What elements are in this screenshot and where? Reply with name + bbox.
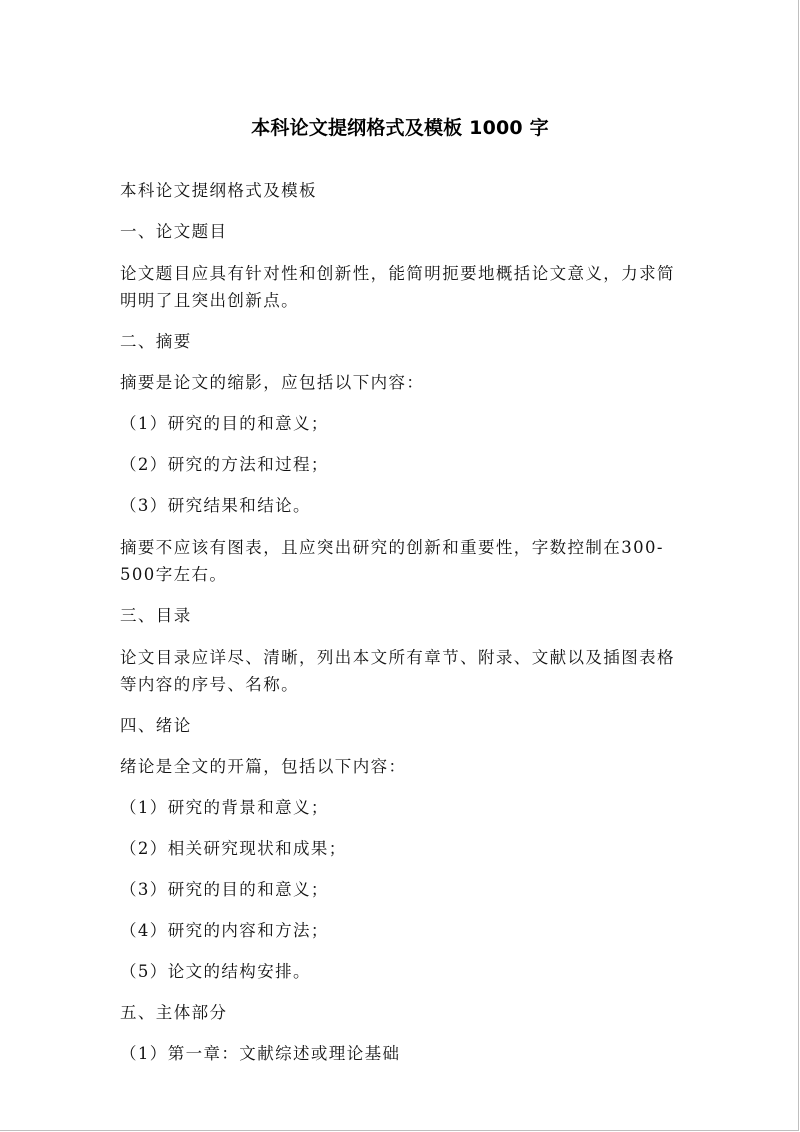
paragraph-intro-desc: 绪论是全文的开篇，包括以下内容： <box>120 757 407 776</box>
paragraph-abstract-note: 摘要不应该有图表，且应突出研究的创新和重要性，字数控制在300-500字左右。 <box>120 538 664 584</box>
section-heading-main: 五、主体部分 <box>120 1003 228 1022</box>
document-body <box>120 178 676 1082</box>
section-heading-title: 一、论文题目 <box>120 222 228 241</box>
paragraph-title-desc: 论文题目应具有针对性和创新性，能简明扼要地概括论文意义，力求简明明了且突出创新点。 <box>120 264 675 310</box>
list-item-abstract-2: （2）研究的方法和过程； <box>120 455 329 474</box>
list-item-intro-1: （1）研究的背景和意义； <box>120 798 329 817</box>
list-item-intro-5: （5）论文的结构安排。 <box>120 962 311 981</box>
list-item-intro-2: （2）相关研究现状和成果； <box>120 839 347 858</box>
list-item-abstract-3: （3）研究结果和结论。 <box>120 496 311 515</box>
paragraph-subtitle: 本科论文提纲格式及模板 <box>120 181 317 200</box>
list-item-main-1: （1）第一章：文献综述或理论基础 <box>120 1044 401 1063</box>
list-item-intro-3: （3）研究的目的和意义； <box>120 880 329 899</box>
list-item-abstract-1: （1）研究的目的和意义； <box>120 414 329 433</box>
document-title: 本科论文提纲格式及模板 1000 字 <box>251 117 549 139</box>
paragraph-abstract-intro: 摘要是论文的缩影，应包括以下内容： <box>120 373 425 392</box>
paragraph-toc-desc: 论文目录应详尽、清晰，列出本文所有章节、附录、文献以及插图表格等内容的序号、名称。 <box>120 648 675 694</box>
section-heading-intro: 四、绪论 <box>120 716 192 735</box>
section-heading-toc: 三、目录 <box>120 606 192 625</box>
list-item-intro-4: （4）研究的内容和方法； <box>120 921 329 940</box>
section-heading-abstract: 二、摘要 <box>120 332 192 351</box>
